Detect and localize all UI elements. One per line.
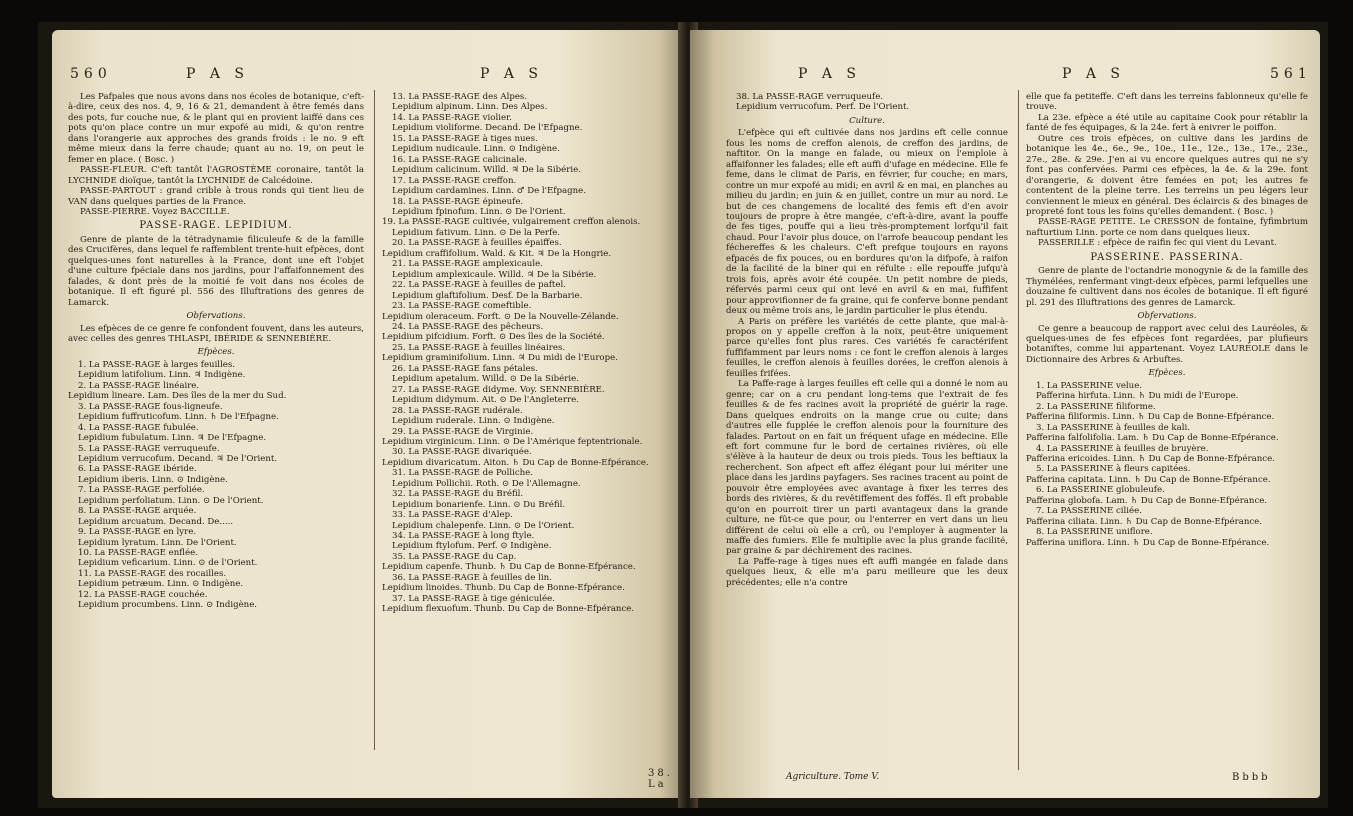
text-paragraph: La Paffe-rage à tiges nues eft auffi mangée en falade dans quelques lieux, & elle m'a paru meilleure que les deux précédentes; elle n'a contre: [726, 556, 1008, 588]
text-paragraph: elle que fa petiteffe. C'eft dans les terreins fablonneux qu'elle fe trouve.: [1026, 92, 1308, 113]
text-paragraph: Pafferina ciliata. Linn. ♄ Du Cap de Bonne-Efpérance.: [1026, 516, 1262, 527]
text-paragraph: 4. La PASSE-RAGE fubulée.: [78, 422, 199, 433]
text-paragraph: Ce genre a beaucoup de rapport avec celui des Lauréoles, & quelques-unes de fes efpèces font regardées, par plufieurs botaniftes, comme lui appartenant. Voyez LAURÉOLE dans le Dictionnaire des Arbres & Arbuftes.: [1026, 323, 1308, 365]
book-scan: [38, 22, 1328, 808]
section-subheading: Efpèces.: [1148, 368, 1186, 379]
text-paragraph: 10. La PASSE-RAGE enflée.: [78, 548, 198, 559]
text-paragraph: 5. La PASSE-RAGE verruqueufe.: [78, 443, 220, 454]
text-paragraph: Lepidium lineare. Lam. Des îles de la mer du Sud.: [68, 391, 287, 402]
text-paragraph: 3. La PASSE-RAGE fous-ligneufe.: [78, 401, 223, 412]
text-paragraph: 30. La PASSE-RAGE divariquée.: [392, 447, 532, 458]
text-paragraph: Lepidium nudicaule. Linn. ⊙ Indigène.: [392, 144, 560, 155]
genus-heading: PASSE-RAGE. LEPIDIUM.: [139, 220, 293, 232]
text-paragraph: 35. La PASSE-RAGE du Cap.: [392, 551, 517, 562]
text-paragraph: Lepidium glaftifolium. Desf. De la Barbarie.: [392, 290, 583, 301]
left-page-number: 560: [70, 66, 112, 82]
section-subheading: Obfervations.: [186, 311, 246, 322]
text-paragraph: 26. La PASSE-RAGE fans pétales.: [392, 363, 538, 374]
text-paragraph: 29. La PASSE-RAGE de Virginie.: [392, 426, 534, 437]
column-rule: [1018, 90, 1019, 770]
text-paragraph: 33. La PASSE-RAGE d'Alep.: [392, 510, 513, 521]
text-paragraph: Lepidium verrucofum. Perf. De l'Orient.: [736, 102, 910, 113]
text-paragraph: Lepidium divaricatum. Aiton. ♄ Du Cap de Bonne-Efpérance.: [382, 457, 649, 468]
text-paragraph: Pafferina uniflora. Linn. ♄ Du Cap de Bonne-Efpérance.: [1026, 537, 1270, 548]
text-paragraph: Lepidium amplexicaule. Willd. ♃ De la Sibérie.: [392, 269, 597, 280]
footer-volume: Agriculture. Tome V.: [786, 772, 880, 782]
text-paragraph: Lepidium violiforme. Decand. De l'Efpagne.: [392, 123, 583, 134]
text-paragraph: 21. La PASSE-RAGE amplexicaule.: [392, 259, 543, 270]
section-subheading: Efpèces.: [197, 347, 235, 358]
text-paragraph: Lepidium fubulatum. Linn. ♃ De l'Efpagne.: [78, 433, 267, 444]
text-paragraph: 14. La PASSE-RAGE violier.: [392, 112, 512, 123]
right-column-2: [1026, 92, 1308, 548]
text-paragraph: Lepidium calicinum. Willd. ♃ De la Sibérie.: [392, 165, 581, 176]
text-paragraph: Lepidium lyratum. Linn. De l'Orient.: [78, 537, 237, 548]
text-paragraph: 22. La PASSE-RAGE à feuilles de paftel.: [392, 280, 566, 291]
text-paragraph: 19. La PASSE-RAGE cultivée, vulgairement creffon alenois.: [382, 217, 641, 228]
left-running-head-1: P A S: [186, 66, 250, 82]
text-paragraph: 17. La PASSE-RAGE creffon.: [392, 175, 517, 186]
text-paragraph: Les efpèces de ce genre fe confondent fouvent, dans les auteurs, avec celles des genres THLASPI, IBÉRIDE & SENNEBIÈRE.: [68, 323, 364, 344]
text-paragraph: 34. La PASSE-RAGE à long ftyle.: [392, 531, 535, 542]
text-paragraph: 18. La PASSE-RAGE épineufe.: [392, 196, 524, 207]
text-paragraph: Lepidium pifcidium. Forft. ⊙ Des îles de la Société.: [382, 332, 605, 343]
text-paragraph: 23. La PASSE-RAGE comeftible.: [392, 301, 532, 312]
left-running-head-2: P A S: [480, 66, 544, 82]
text-paragraph: 6. La PASSE-RAGE ibéride.: [78, 464, 197, 475]
text-paragraph: 9. La PASSE-RAGE en lyre.: [78, 527, 197, 538]
text-paragraph: La 23e. efpèce a été utile au capitaine Cook pour rétablir la fanté de fes équipages, & la 24e. fert à enivrer le poiffon.: [1026, 112, 1308, 134]
text-paragraph: Les Pafpales que nous avons dans nos écoles de botanique, c'eft-à-dire, ceux des nos. 4, 9, 16 & 21, demandent à être femés dans des pots, fur couche nue, & le plant qui en provient laiffé dans ces pots qu'on place contre un mur expofé au midi, & qu'on rentre dans l'orangerie aux approches des grands froids : le no. 9 eft même mieux dans la ferre chaude; quant au no. 19, on peut le femer en place. ( Bosc. ): [68, 92, 364, 165]
text-paragraph: Pafferina hirfuta. Linn. ♄ Du midi de l'Europe.: [1036, 391, 1239, 402]
column-rule: [374, 90, 375, 750]
text-paragraph: PASSE-FLEUR. C'eft tantôt l'AGROSTÈME coronaire, tantôt la LYCHNIDE dioïque, tantôt la LYCHNIDE de Calcédoine.: [68, 165, 364, 186]
right-running-head-1: P A S: [798, 66, 862, 82]
left-page: [52, 30, 684, 798]
text-paragraph: 25. La PASSE-RAGE à feuilles linéaires.: [392, 342, 566, 353]
text-paragraph: 8. La PASSE-RAGE arquée.: [78, 506, 197, 517]
text-paragraph: Lepidium verrucofum. Decand. ♃ De l'Orient.: [78, 453, 278, 464]
right-column-1: [726, 92, 1008, 588]
text-paragraph: Lepidium petræum. Linn. ⊙ Indigène.: [78, 579, 244, 590]
left-column-2: [382, 92, 670, 615]
text-paragraph: 27. La PASSE-RAGE didyme. Voy. SENNEBIÈRE.: [392, 384, 605, 395]
genus-heading: PASSERINE. PASSERINA.: [1090, 251, 1244, 263]
text-paragraph: 15. La PASSE-RAGE à tiges nues.: [392, 133, 538, 144]
text-paragraph: 31. La PASSE-RAGE de Polliche.: [392, 468, 534, 479]
text-paragraph: PASSE-PIERRE. Voyez BACCILLE.: [80, 206, 230, 217]
text-paragraph: PASSE-RAGE PETITE. Le CRESSON de fontaine, fyfimbrium nafturtium Linn. porte ce nom dans quelques lieux.: [1026, 217, 1308, 238]
text-paragraph: Lepidium fuffruticofum. Linn. ♄ De l'Efpagne.: [78, 412, 279, 423]
text-paragraph: 1. La PASSERINE velue.: [1036, 380, 1143, 391]
text-paragraph: La Paffe-rage à larges feuilles eft celle qui a donné le nom au genre; car on a cru pendant long-tems que l'extrait de fes feuilles & de fes racines avoit la propriété de guérir la rage. Dans quelques endroits on la mange crue ou cuite; dans d'autres elle fupplée le creffon alenois pour la fourniture des falades. Partout on en fait un fréquent ufage en médecine. Elle eft fort commune fur le bord de certaines rivières, où elle s'élève à la hauteur de deux ou trois pieds. Tous les beftiaux la recherchent. Son afpect eft affez élégant pour lui mériter une place dans les jardins payfagers. Ses racines tracent au point de pouvoir être employées avec avantage à fixer les terres des bords des rivières, & du revêtiffement des foffés. Il eft probable qu'on en pourroit tirer un parti avantageux dans la grande culture, ne fût-ce que pour, ou l'enterrer en vert dans un lieu différent de celui où elle a crû, ou l'employer à augmenter la maffe des fumiers. Elle fe multiplie avec la plus grande facilité, par graine & par déchirement des racines.: [726, 379, 1008, 557]
text-paragraph: 13. La PASSE-RAGE des Alpes.: [392, 92, 528, 102]
text-paragraph: PASSERILLE : efpèce de raifin fec qui vient du Levant.: [1038, 238, 1277, 249]
text-paragraph: Lepidium arcuatum. Decand. De.....: [78, 516, 234, 527]
text-paragraph: Outre ces trois efpèces, on cultive dans les jardins de botanique les 4e., 6e., 9e., 10e., 11e., 12e., 13e., 17e., 23e., 27e., 28e. & 29e. J'en ai vu encore quelques autres qui ne s'y font pas confervées. Parmi ces efpèces, la 4e. & la 29e. font d'orangerie, & doivent être femées en pot; les autres fe contentent de la pleine terre. Les terreins un peu légers leur conviennent le mieux en général. Des éclaircis & des binages de propreté font tous les foins qu'elles demandent. ( Bosc. ): [1026, 133, 1308, 217]
text-paragraph: Lepidium virginicum. Linn. ⊙ De l'Amérique feptentrionale.: [382, 436, 643, 447]
text-paragraph: 20. La PASSE-RAGE à feuilles épaiffes.: [392, 238, 562, 249]
text-paragraph: Lepidium alpinum. Linn. Des Alpes.: [392, 102, 548, 113]
section-subheading: Culture.: [849, 115, 885, 126]
text-paragraph: A Paris on préfère les variétés de cette plante, que mal-à-propos on y appelle creffon à la noix, peut-être uniquement parce qu'elles font plus rares. Ces variétés fe caractérifent fuffifamment par leurs noms : ce font le creffon alenois à larges feuilles, le creffon alenois à feuilles dorées, le creffon alenois à feuilles frifées.: [726, 316, 1008, 379]
text-paragraph: 1. La PASSE-RAGE à larges feuilles.: [78, 359, 236, 370]
text-paragraph: 5. La PASSERINE à fleurs capitées.: [1036, 464, 1191, 475]
text-paragraph: 7. La PASSERINE ciliée.: [1036, 506, 1142, 517]
text-paragraph: Lepidium veficarium. Linn. ⊙ de l'Orient.: [78, 558, 258, 569]
text-paragraph: L'efpèce qui eft cultivée dans nos jardins eft celle connue fous les noms de creffon alenois, de creffon des jardins, de naftitor. On la mange en falade, ou mieux on l'emploie à affaifonner les falades; elle eft auffi d'ufage en médecine. Elle fe feme, dans le climat de Paris, en février, fur couche; en mars, contre un mur expofé au midi; en avril & en mai, en planches au milieu du jardin; en juin & en juillet, contre un mur au nord. Le but de ces changemens de localité des femis eft d'en avoir toujours de propre à être mangée, c'eft-à-dire, avant la pouffe de fes tiges, pouffe qui a lieu très-promptement lorfqu'il fait chaud. Pour l'avoir plus douce, on l'arrofe beaucoup pendant les féchereffes & les chaleurs. C'eft prefque toujours en rayons efpacés de fix pouces, ou en bordures qu'on la difpofe, à raifon de la facilité de la biner qui en réfulte : elle repouffe jufqu'à trois fois, après avoir été coupée. Un petit nombre de pieds, réfervés parmi ceux qui ont levé en avril & en mai, fuffifent pour approvifionner de fa graine, qui fe conferve bonne pendant deux ou même trois ans, le jardin particulier le plus étendu.: [726, 128, 1008, 317]
text-paragraph: 28. La PASSE-RAGE rudérale.: [392, 405, 523, 416]
section-subheading: Obfervations.: [1137, 311, 1197, 322]
text-paragraph: Pafferina capitata. Linn. ♄ Du Cap de Bonne-Efpérance.: [1026, 474, 1271, 485]
text-paragraph: Lepidium bonarienfe. Linn. ⊙ Du Bréfil.: [392, 499, 566, 510]
text-paragraph: Lepidium ruderale. Linn. ⊙ Indigène.: [392, 416, 555, 427]
text-paragraph: Lepidium procumbens. Linn. ⊙ Indigène.: [78, 600, 258, 611]
text-paragraph: 36. La PASSE-RAGE à feuilles de lin.: [392, 572, 552, 583]
text-paragraph: Genre de plante de l'octandrie monogynie & de la famille des Thymélées, renfermant vingt-deux efpèces, parmi lefquelles une douzaine fe cultivent dans nos écoles de botanique. Il eft figuré pl. 291 des Illuftrations des genres de Lamarck.: [1026, 266, 1308, 308]
text-paragraph: Lepidium Pollichii. Roth. ⊙ De l'Allemagne.: [392, 478, 581, 489]
text-paragraph: Lepidium linoides. Thunb. Du Cap de Bonne-Efpérance.: [382, 583, 625, 594]
text-paragraph: 16. La PASSE-RAGE calicinale.: [392, 154, 527, 165]
text-paragraph: Lepidium ftylofum. Perf. ⊙ Indigène.: [392, 541, 552, 552]
text-paragraph: Lepidium fativum. Linn. ⊙ De la Perfe.: [392, 227, 561, 238]
text-paragraph: 2. La PASSERINE filiforme.: [1036, 401, 1156, 412]
text-paragraph: Lepidium cardamines. Linn. ♂ De l'Efpagne.: [392, 186, 586, 197]
text-paragraph: 24. La PASSE-RAGE des pêcheurs.: [392, 321, 544, 332]
catchword: 38. La: [648, 768, 673, 790]
text-paragraph: 4. La PASSERINE à feuilles de bruyère.: [1036, 443, 1209, 454]
text-paragraph: PASSE-PARTOUT : grand crible à trous ronds qui tient lieu de VAN dans quelques parties de la France.: [68, 186, 364, 207]
text-paragraph: Lepidium didymum. Ait. ⊙ De l'Angleterre.: [392, 395, 579, 406]
text-paragraph: Pafferina filiformis. Linn. ♄ Du Cap de Bonne-Efpérance.: [1026, 412, 1275, 423]
text-paragraph: 37. La PASSE-RAGE à tige géniculée.: [392, 593, 555, 604]
text-paragraph: 3. La PASSERINE à feuilles de kali.: [1036, 422, 1190, 433]
text-paragraph: 6. La PASSERINE globuleufe.: [1036, 485, 1165, 496]
signature-mark: Bbbb: [1232, 772, 1271, 783]
text-paragraph: Lepidium flexuofum. Thunb. Du Cap de Bonne-Efpérance.: [382, 604, 635, 615]
text-paragraph: Pafferina globofa. Lam. ♄ Du Cap de Bonne-Efpérance.: [1026, 495, 1268, 506]
text-paragraph: 38. La PASSE-RAGE verruqueufe.: [736, 92, 884, 102]
text-paragraph: 8. La PASSERINE uniflore.: [1036, 527, 1153, 538]
text-paragraph: Lepidium oleraceum. Forft. ⊙ De la Nouvelle-Zélande.: [382, 311, 619, 322]
text-paragraph: Lepidium iberis. Linn. ⊙ Indigène.: [78, 474, 228, 485]
text-paragraph: Lepidium apetalum. Willd. ⊙ De la Sibérie.: [392, 374, 579, 385]
left-column-1: [68, 92, 364, 611]
right-page: [690, 30, 1320, 798]
text-paragraph: Lepidium chalepenfe. Linn. ⊙ De l'Orient.: [392, 520, 575, 531]
text-paragraph: Lepidium fpinofum. Linn. ⊙ De l'Orient.: [392, 206, 566, 217]
text-paragraph: Pafferina falfolifolia. Lam. ♄ Du Cap de Bonne-Efpérance.: [1026, 433, 1279, 444]
text-paragraph: 32. La PASSE-RAGE du Bréfil.: [392, 489, 524, 500]
text-paragraph: Lepidium capenfe. Thunb. ♄ Du Cap de Bonne-Efpérance.: [382, 562, 636, 573]
text-paragraph: Lepidium latifolium. Linn. ♃ Indigène.: [78, 370, 246, 381]
text-paragraph: 2. La PASSE-RAGE linéaire.: [78, 380, 200, 391]
text-paragraph: Genre de plante de la tétradynamie filiculeufe & de la famille des Crucifères, dans lequel fe raffemblent trente-huit efpèces, dont quelques-unes font naturelles à la France, dont une eft l'objet d'une culture fpéciale dans nos jardins, pour l'affaifonnement des falades, & dont près de la moitié fe voit dans nos écoles de botanique. Il eft figuré pl. 556 des Illuftrations des genres de Lamarck.: [68, 234, 364, 308]
text-paragraph: 12. La PASSE-RAGE couchée.: [78, 589, 208, 600]
right-page-number: 561: [1270, 66, 1312, 82]
text-paragraph: Pafferina ericoides. Linn. ♄ Du Cap de Bonne-Efpérance.: [1026, 453, 1275, 464]
text-paragraph: 7. La PASSE-RAGE perfoliée.: [78, 485, 205, 496]
text-paragraph: Lepidium graminifolium. Linn. ♃ Du midi de l'Europe.: [382, 353, 618, 364]
right-running-head-2: P A S: [1062, 66, 1126, 82]
text-paragraph: Lepidium craffifolium. Wald. & Kit. ♃ De la Hongrie.: [382, 248, 612, 259]
text-paragraph: Lepidium perfoliatum. Linn. ⊙ De l'Orient.: [78, 495, 264, 506]
text-paragraph: 11. La PASSE-RAGE des rocailles.: [78, 568, 227, 579]
